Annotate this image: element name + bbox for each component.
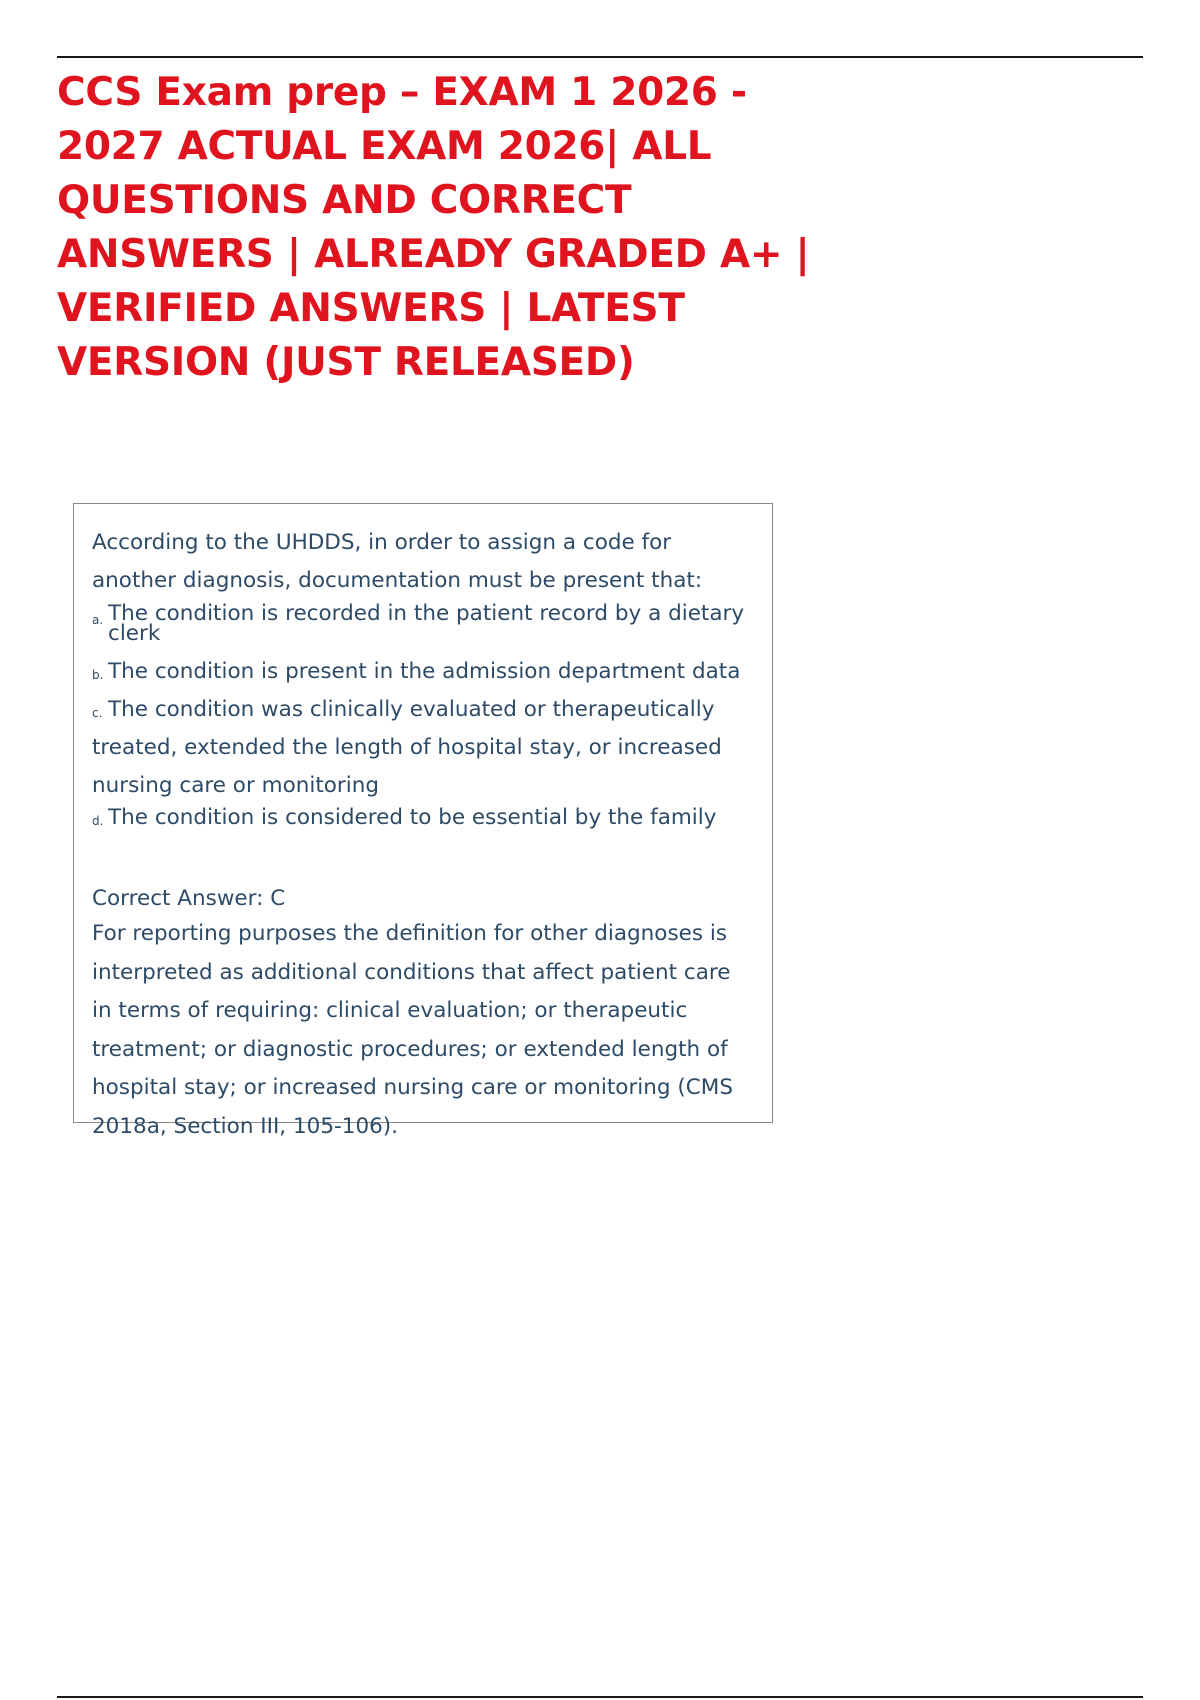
option-letter: b. [92,668,104,682]
bottom-rule [57,1696,1143,1698]
option-letter: c. [92,706,103,720]
answer-rationale: For reporting purposes the definition for other diagnoses is interpreted as additional conditions that affect patient care in terms of requiring: clinical evaluation; or therapeutic treatment; or diagnostic procedures; or extended length of hospital stay; or increased nursing care or monitoring (CMS 2018a, Section III, 105-106). [92,921,733,1139]
option-a [92,601,754,646]
correct-answer: Correct Answer: C [92,886,286,911]
document-title: CCS Exam prep – EXAM 1 2026 - 2027 ACTUAL EXAM 2026| ALL QUESTIONS AND CORRECT ANSWERS | ALREADY GRADED A+ | VERIFIED ANSWERS | LATEST VERSION (JUST RELEASED) [57,70,810,385]
question-card [73,503,773,1139]
option-text: The condition was clinically evaluated or therapeutically [108,697,715,722]
option-d [92,805,754,831]
question-stem: According to the UHDDS, in order to assign a code for another diagnosis, documentation must be present that: [92,530,703,593]
option-c [92,691,754,729]
option-c-continuation: treated, extended the length of hospital stay, or increased nursing care or monitoring [92,735,722,798]
option-text: The condition is considered to be essential by the family [108,805,717,830]
top-rule [57,56,1143,58]
option-text: The condition is recorded in the patient record by a dietary clerk [108,601,745,646]
option-letter: d. [92,814,104,828]
option-letter: a. [92,613,104,627]
option-b [92,653,754,691]
option-text: The condition is present in the admission department data [108,659,741,684]
